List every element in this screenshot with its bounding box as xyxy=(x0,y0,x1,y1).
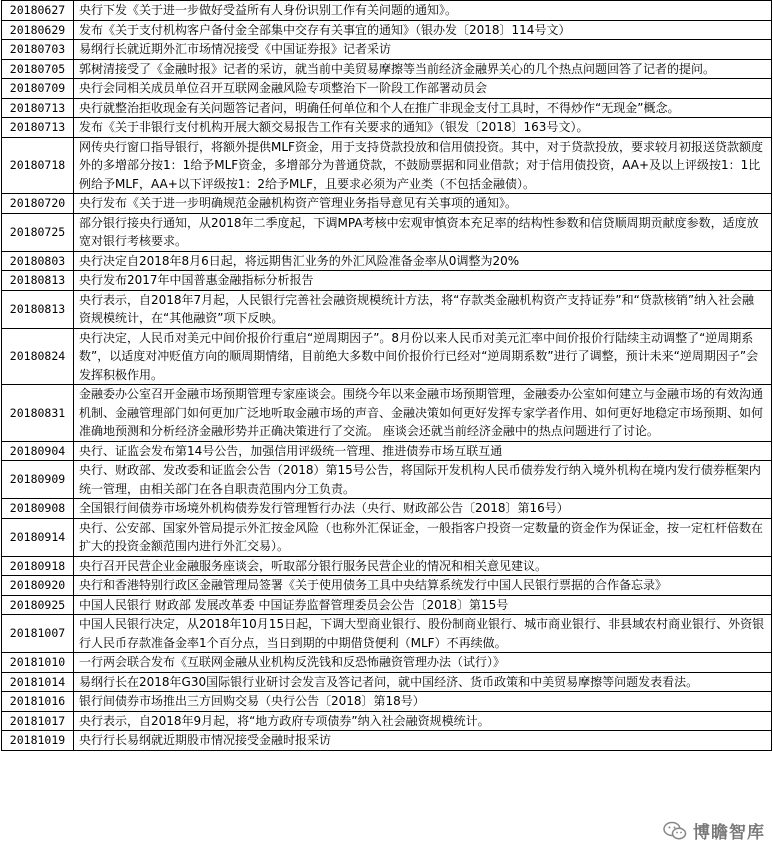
row-event-text: 易纲行长就近期外汇市场情况接受《中国证券报》记者采访 xyxy=(74,40,772,60)
table-row xyxy=(2,20,772,40)
table-row xyxy=(2,118,772,138)
table-row xyxy=(2,271,772,291)
table-body xyxy=(2,1,772,751)
table-row xyxy=(2,328,772,385)
row-event-text: 郭树清接受了《金融时报》记者的采访，就当前中美贸易摩擦等当前经济金融界关心的几个热点问题回答了记者的提问。 xyxy=(74,59,772,79)
table-row xyxy=(2,441,772,461)
row-date: 20181010 xyxy=(2,653,74,673)
table-row xyxy=(2,711,772,731)
row-date: 20180914 xyxy=(2,518,74,556)
row-date: 20180925 xyxy=(2,595,74,615)
row-event-text: 银行间债券市场推出三方回购交易（央行公告〔2018〕第18号） xyxy=(74,692,772,712)
row-event-text: 央行决定，人民币对美元中间价报价行重启“逆周期因子”。8月份以来人民币对美元汇率中间价报价行陆续主动调整了“逆周期系数”，以适度对冲贬值方向的顺周期情绪，目前绝大多数中间价报价行已经对“逆周期系数”进行了调整，预计未来“逆周期因子”会发挥积极作用。 xyxy=(74,328,772,385)
row-event-text: 央行表示，自2018年7月起，人民银行完善社会融资规模统计方法，将“存款类金融机构资产支持证券”和“贷款核销”纳入社会融资规模统计，在“其他融资”项下反映。 xyxy=(74,290,772,328)
row-date: 20180918 xyxy=(2,556,74,576)
table-row xyxy=(2,59,772,79)
table-row xyxy=(2,595,772,615)
row-date: 20181014 xyxy=(2,672,74,692)
row-event-text: 中国人民银行 财政部 发展改革委 中国证券监督管理委员会公告〔2018〕第15号 xyxy=(74,595,772,615)
row-event-text: 央行下发《关于进一步做好受益所有人身份识别工作有关问题的通知》。 xyxy=(74,1,772,21)
row-event-text: 央行行长易纲就近期股市情况接受金融时报采访 xyxy=(74,731,772,751)
row-date: 20180720 xyxy=(2,194,74,214)
row-date: 20180824 xyxy=(2,328,74,385)
table-row xyxy=(2,79,772,99)
row-event-text: 一行两会联合发布《互联网金融从业机构反洗钱和反恐怖融资管理办法（试行）》 xyxy=(74,653,772,673)
row-event-text: 央行就整治拒收现金有关问题答记者问，明确任何单位和个人在推广非现金支付工具时，不得炒作“无现金”概念。 xyxy=(74,98,772,118)
table-row xyxy=(2,692,772,712)
row-date: 20181016 xyxy=(2,692,74,712)
row-event-text: 央行决定自2018年8月6日起，将远期售汇业务的外汇风险准备金率从0调整为20% xyxy=(74,251,772,271)
row-date: 20180904 xyxy=(2,441,74,461)
row-event-text: 发布《关于支付机构客户备付金全部集中交存有关事宜的通知》（银办发〔2018〕114号文） xyxy=(74,20,772,40)
row-event-text: 央行表示，自2018年9月起，将“地方政府专项债券”纳入社会融资规模统计。 xyxy=(74,711,772,731)
table-row xyxy=(2,653,772,673)
row-date: 20181007 xyxy=(2,615,74,653)
row-date: 20181017 xyxy=(2,711,74,731)
row-date: 20180718 xyxy=(2,137,74,194)
table-row xyxy=(2,290,772,328)
table-row xyxy=(2,137,772,194)
row-event-text: 央行会同相关成员单位召开互联网金融风险专项整治下一阶段工作部署动员会 xyxy=(74,79,772,99)
row-date: 20180725 xyxy=(2,213,74,251)
row-date: 20180813 xyxy=(2,290,74,328)
watermark xyxy=(663,818,765,843)
table-row xyxy=(2,40,772,60)
row-event-text: 央行、公安部、国家外管局提示外汇按金风险（也称外汇保证金，一般指客户投资一定数量的资金作为保证金，按一定杠杆倍数在扩大的投资金额范围内进行外汇交易）。 xyxy=(74,518,772,556)
row-event-text: 央行和香港特别行政区金融管理局签署《关于使用债务工具中央结算系统发行中国人民银行票据的合作备忘录》 xyxy=(74,576,772,596)
policy-timeline-table xyxy=(1,0,772,751)
row-date: 20180713 xyxy=(2,118,74,138)
table-row xyxy=(2,251,772,271)
table-row xyxy=(2,194,772,214)
row-date: 20180705 xyxy=(2,59,74,79)
row-date: 20180703 xyxy=(2,40,74,60)
row-date: 20181019 xyxy=(2,731,74,751)
table-row xyxy=(2,518,772,556)
watermark-text: 博瞻智库 xyxy=(693,823,765,843)
table-row xyxy=(2,499,772,519)
row-event-text: 中国人民银行决定，从2018年10月15日起，下调大型商业银行、股份制商业银行、城市商业银行、非县域农村商业银行、外资银行人民币存款准备金率1个百分点，当日到期的中期借贷便利（MLF）不再续做。 xyxy=(74,615,772,653)
row-date: 20180920 xyxy=(2,576,74,596)
table-row xyxy=(2,98,772,118)
row-event-text: 网传央行窗口指导银行，将额外提供MLF资金，用于支持贷款投放和信用债投资。其中，对于贷款投放，要求较月初报送贷款额度外的多增部分按1：1给予MLF资金，多增部分为普通贷款，不鼓励票据和同业借款；对于信用债投资，AA+及以上评级按1：1比例给予MLF，AA+以下评级按1：2给予MLF，且要求必须为产业类（不包括金融债）。 xyxy=(74,137,772,194)
wechat-icon xyxy=(663,821,687,841)
table-row xyxy=(2,213,772,251)
table-row xyxy=(2,385,772,442)
row-date: 20180909 xyxy=(2,461,74,499)
table-row xyxy=(2,461,772,499)
table-row xyxy=(2,1,772,21)
row-date: 20180709 xyxy=(2,79,74,99)
row-date: 20180831 xyxy=(2,385,74,442)
row-date: 20180629 xyxy=(2,20,74,40)
row-event-text: 全国银行间债券市场境外机构债券发行管理暂行办法（央行、财政部公告〔2018〕第16号） xyxy=(74,499,772,519)
row-event-text: 央行发布《关于进一步明确规范金融机构资产管理业务指导意见有关事项的通知》。 xyxy=(74,194,772,214)
row-event-text: 易纲行长在2018年G30国际银行业研讨会发言及答记者问，就中国经济、货币政策和中美贸易摩擦等问题发表看法。 xyxy=(74,672,772,692)
row-event-text: 央行召开民营企业金融服务座谈会，听取部分银行服务民营企业的情况和相关意见建议。 xyxy=(74,556,772,576)
row-event-text: 金融委办公室召开金融市场预期管理专家座谈会。围绕今年以来金融市场预期管理，金融委办公室如何建立与金融市场的有效沟通机制、金融管理部门如何更加广泛地听取金融市场的声音、金融决策如何更好发挥专家学者作用、如何更好地稳定市场预期、如何准确地预测和分析经济金融形势并正确决策进行了交流。 座谈会还就当前经济金融中的热点问题进行了讨论。 xyxy=(74,385,772,442)
row-event-text: 央行发布2017年中国普惠金融指标分析报告 xyxy=(74,271,772,291)
table-row xyxy=(2,615,772,653)
row-date: 20180713 xyxy=(2,98,74,118)
row-date: 20180908 xyxy=(2,499,74,519)
row-event-text: 央行、证监会发布第14号公告，加强信用评级统一管理、推进债券市场互联互通 xyxy=(74,441,772,461)
row-date: 20180813 xyxy=(2,271,74,291)
row-event-text: 发布《关于非银行支付机构开展大额交易报告工作有关要求的通知》（银发〔2018〕163号文）。 xyxy=(74,118,772,138)
table-row xyxy=(2,672,772,692)
table-row xyxy=(2,731,772,751)
row-date: 20180803 xyxy=(2,251,74,271)
row-event-text: 央行、财政部、发改委和证监会公告（2018）第15号公告，将国际开发机构人民币债券发行纳入境外机构在境内发行债券框架内统一管理，由相关部门在各自职责范围内分工负责。 xyxy=(74,461,772,499)
row-date: 20180627 xyxy=(2,1,74,21)
table-row xyxy=(2,556,772,576)
table-row xyxy=(2,576,772,596)
row-event-text: 部分银行接央行通知，从2018年二季度起，下调MPA考核中宏观审慎资本充足率的结构性参数和信贷顺周期贡献度参数，适度放宽对银行考核要求。 xyxy=(74,213,772,251)
